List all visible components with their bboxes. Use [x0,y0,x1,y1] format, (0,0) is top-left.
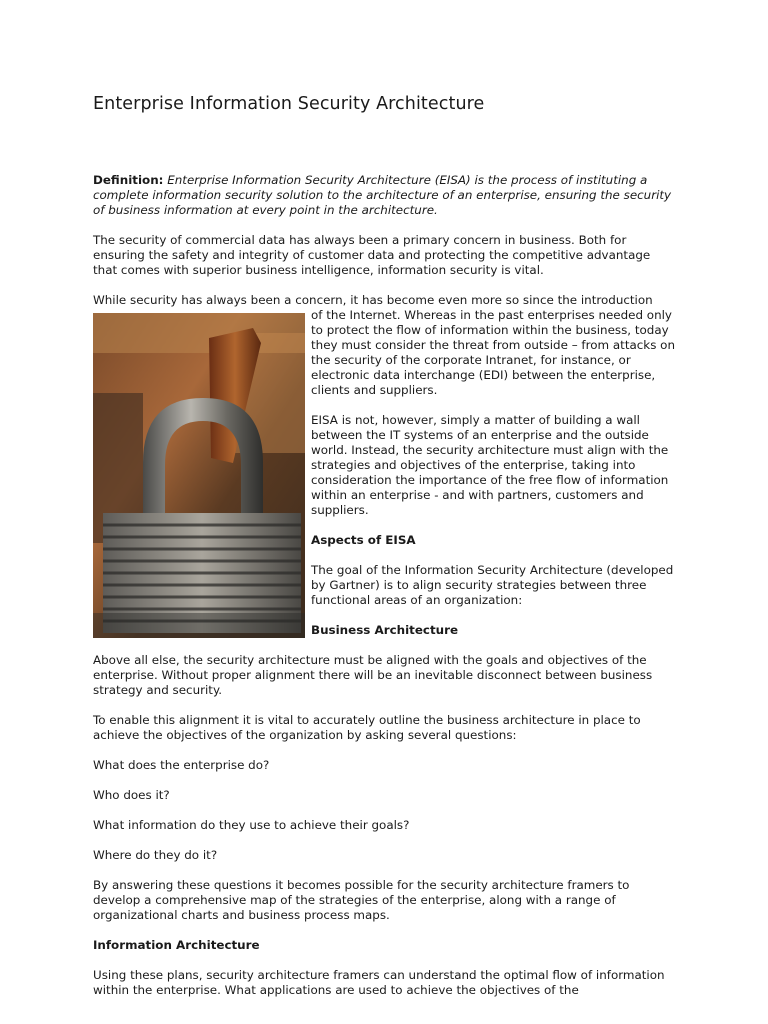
heading-information-architecture: Information Architecture [93,938,260,952]
paragraph-goal: The goal of the Information Security Architecture (developed by Gartner) is to align security strategies between three functional areas of an organization: [311,563,674,607]
paragraph-internet-rest: of the Internet. Whereas in the past enterprises needed only to protect the flow of information within the business, today they must consider the threat from outside – from attacks on the security of the corporate Intranet, for instance, or electronic data interchange (EDI) between the enterprise, clients and suppliers. [311,308,675,397]
paragraph-eisa-wall: EISA is not, however, simply a matter of building a wall between the IT systems of an enterprise and the outside world. Instead, the security architecture must align with the strategies and objectives of the enterprise, taking into consideration the importance of the free flow of information within an enterprise - and with partners, customers and suppliers. [311,413,669,517]
heading-aspects: Aspects of EISA [311,533,416,547]
definition-label: Definition: [93,173,164,187]
document-body [93,173,678,1013]
definition-text: Enterprise Information Security Architecture (EISA) is the process of instituting a complete information security solution to the architecture of an enterprise, ensuring the security of business information at every point in the architecture. [93,173,672,217]
question-4: Where do they do it? [93,848,218,862]
paragraph-alignment: Above all else, the security architecture must be aligned with the goals and objectives of the enterprise. Without proper alignment there will be an inevitable disconnect between business strategy and security. [93,653,653,697]
paragraph-using-plans: Using these plans, security architecture framers can understand the optimal flow of information within the enterprise. What applications are used to achieve the objectives of the [93,968,665,997]
question-3: What information do they use to achieve their goals? [93,818,410,832]
question-1: What does the enterprise do? [93,758,270,772]
paragraph-intro: The security of commercial data has always been a primary concern in business. Both for ensuring the safety and integrity of customer data and protecting the competitive advantage that comes with superior business intelligence, information security is vital. [93,233,651,277]
paragraph-enable: To enable this alignment it is vital to accurately outline the business architecture in place to achieve the objectives of the organization by asking several questions: [93,713,641,742]
padlock-photo [93,313,305,638]
paragraph-answering: By answering these questions it becomes possible for the security architecture framers to develop a comprehensive map of the strategies of the enterprise, along with a range of organizational charts and business process maps. [93,878,630,922]
page-title: Enterprise Information Security Architecture [93,94,485,114]
question-2: Who does it? [93,788,170,802]
definition-paragraph [93,173,678,218]
paragraph-internet-lead: While security has always been a concern, it has become even more so since the introduction [93,293,653,307]
heading-business-architecture: Business Architecture [311,623,459,637]
